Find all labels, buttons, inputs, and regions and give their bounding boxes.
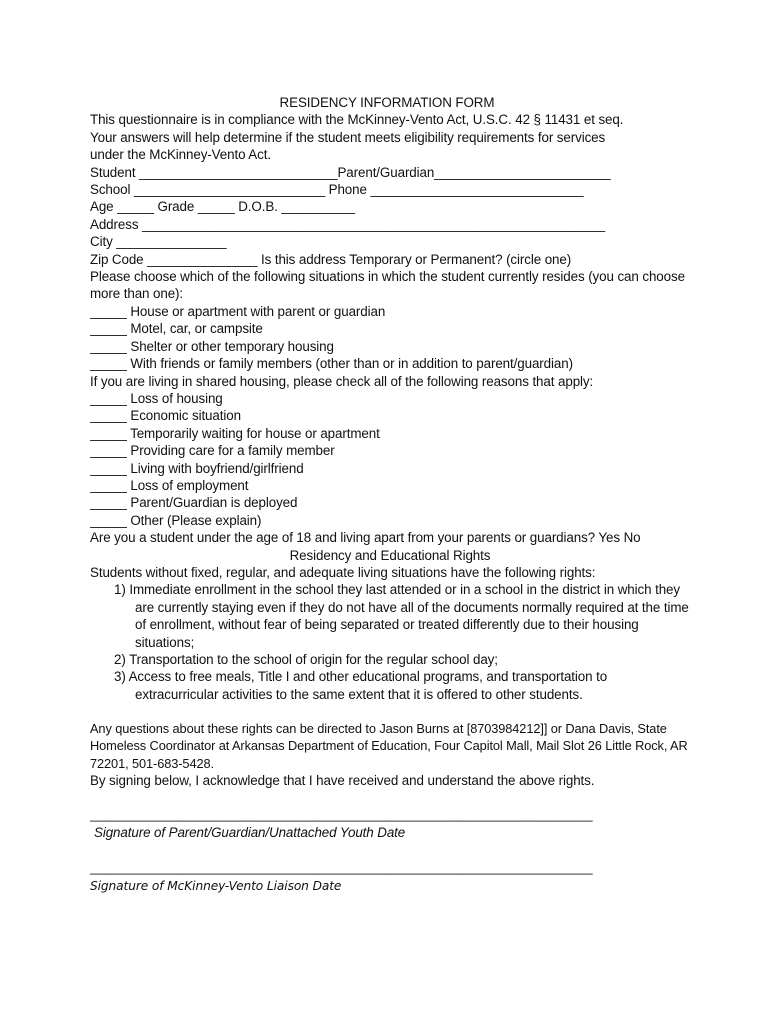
parent-signature-caption: Signature of Parent/Guardian/Unattached Youth Date	[94, 824, 406, 840]
shared-reason-option[interactable]: _____ Loss of housing	[90, 390, 223, 406]
residency-form-page	[90, 94, 690, 896]
situation-option[interactable]: _____ House or apartment with parent or guardian	[90, 303, 386, 319]
rights-list	[90, 581, 690, 703]
city-field[interactable]: City _______________	[90, 234, 227, 250]
shared-reason-option[interactable]: _____ Parent/Guardian is deployed	[90, 495, 298, 511]
shared-reason-option[interactable]: _____ Economic situation	[90, 408, 241, 424]
situations-prompt: Please choose which of the following situations in which the student currently resides (you can choose more than one):	[90, 269, 685, 302]
shared-housing-prompt: If you are living in shared housing, please check all of the following reasons that apply:	[90, 373, 594, 389]
shared-reason-option[interactable]: _____ Temporarily waiting for house or apartment	[90, 425, 380, 441]
rights-item: 1) Immediate enrollment in the school they last attended or in a school in the district in which they are currently staying even if they do not have all of the documents normally required at the time of enrollment, without fear of being separated or treated differently due to their housing situations;	[114, 582, 689, 650]
intro-line-2: Your answers will help determine if the student meets eligibility requirements for services	[90, 129, 606, 145]
intro-line-1: This questionnaire is in compliance with the McKinney-Vento Act, U.S.C. 42 § 11431 et seq.	[90, 112, 624, 128]
rights-intro: Students without fixed, regular, and adequate living situations have the following rights:	[90, 564, 596, 580]
rights-item: 3) Access to free meals, Title I and other educational programs, and transportation to extracurricular activities to the same extent that it is offered to other students.	[114, 669, 608, 702]
shared-reason-option[interactable]: _____ Providing care for a family member	[90, 443, 335, 459]
address-field[interactable]: Address _______________________________________________________________	[90, 216, 605, 232]
situation-option[interactable]: _____ Motel, car, or campsite	[90, 321, 263, 337]
liaison-signature-line[interactable]: ______________________________________________________________________	[90, 860, 593, 876]
contact-paragraph: Any questions about these rights can be directed to Jason Burns at [8703984212]] or Dana Davis, State Homeless Coordinator at Arkansas Department of Education, Four Capitol Mall, Mail Slot 26 Little Rock, AR 72201, 501-683-5428.	[90, 721, 688, 771]
parent-signature-line[interactable]: ______________________________________________________________________	[90, 807, 593, 823]
situation-option[interactable]: _____ Shelter or other temporary housing	[90, 338, 334, 354]
zip-address-type-field[interactable]: Zip Code _______________ Is this address Temporary or Permanent? (circle one)	[90, 251, 572, 267]
situation-option[interactable]: _____ With friends or family members (other than or in addition to parent/guardian)	[90, 356, 573, 372]
rights-item: 2) Transportation to the school of origin for the regular school day;	[114, 652, 498, 667]
intro-line-3: under the McKinney-Vento Act.	[90, 147, 271, 163]
rights-heading: Residency and Educational Rights	[289, 547, 491, 563]
under-18-question[interactable]: Are you a student under the age of 18 and living apart from your parents or guardians? Yes No	[90, 530, 641, 546]
shared-reason-option[interactable]: _____ Loss of employment	[90, 477, 249, 493]
liaison-signature-caption: Signature of McKinney-Vento Liaison Date	[90, 879, 342, 894]
student-parent-field[interactable]: Student ___________________________Parent/Guardian________________________	[90, 164, 611, 180]
school-phone-field[interactable]: School __________________________ Phone _____________________________	[90, 182, 584, 198]
shared-reason-option[interactable]: _____ Living with boyfriend/girlfriend	[90, 460, 304, 476]
shared-reason-option[interactable]: _____ Other (Please explain)	[90, 512, 262, 528]
form-title: RESIDENCY INFORMATION FORM	[279, 95, 495, 110]
age-grade-dob-field[interactable]: Age _____ Grade _____ D.O.B. __________	[90, 199, 355, 215]
acknowledgement-text: By signing below, I acknowledge that I have received and understand the above rights.	[90, 772, 595, 788]
